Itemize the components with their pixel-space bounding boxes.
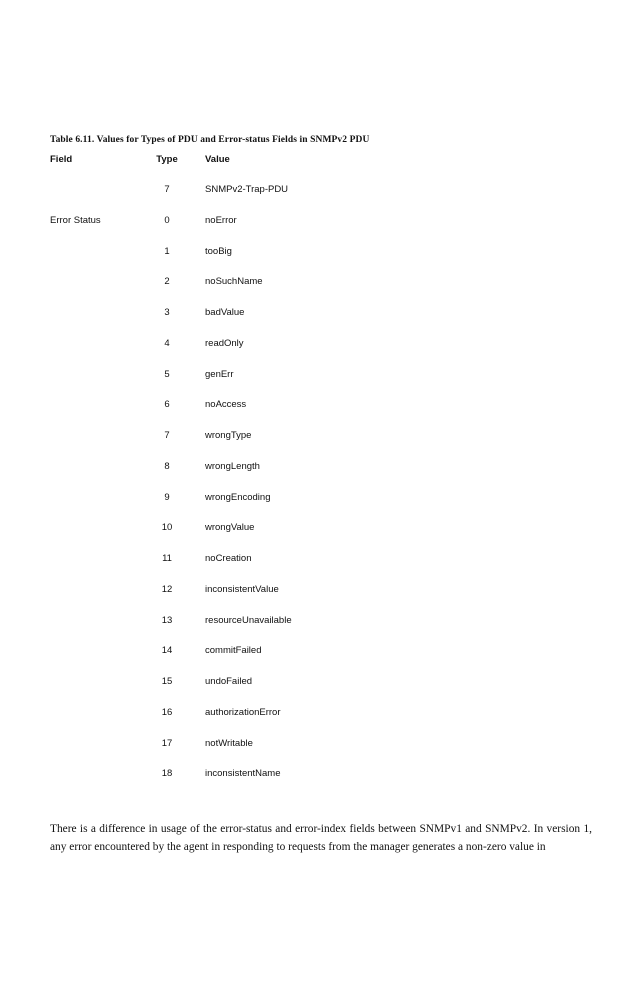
row-value: inconsistentValue [205, 584, 279, 595]
header-value: Value [205, 154, 230, 165]
body-paragraph: There is a difference in usage of the error-status and error-index fields between SNMPv1 and SNMPv2. In version 1, any error encountered by the agent in responding to requests from the manager generates a non-zero value in [50, 823, 592, 853]
row-type: 10 [161, 522, 173, 533]
row-value: resourceUnavailable [205, 615, 292, 626]
row-type: 15 [161, 676, 173, 687]
row-type: 12 [161, 584, 173, 595]
row-type: 4 [164, 338, 170, 349]
row-value: wrongValue [205, 522, 255, 533]
row-type: 18 [161, 768, 173, 779]
header-field: Field [50, 154, 73, 165]
row-value: tooBig [205, 246, 232, 257]
header-type: Type [156, 154, 178, 165]
row-value: wrongType [205, 430, 252, 441]
row-type: 16 [161, 707, 173, 718]
table-caption: Table 6.11. Values for Types of PDU and Error-status Fields in SNMPv2 PDU [50, 135, 370, 145]
row-value: noCreation [205, 553, 252, 564]
row-value: badValue [205, 307, 245, 318]
row-value: undoFailed [205, 676, 253, 687]
row-type: 1 [164, 246, 170, 257]
row-type: 3 [164, 307, 170, 318]
row-value: genErr [205, 369, 234, 380]
row-type: 2 [164, 276, 170, 287]
row-type: 13 [161, 615, 173, 626]
row-type: 5 [164, 369, 170, 380]
row-type: 9 [164, 492, 170, 503]
row-value: readOnly [205, 338, 244, 349]
row-value: authorizationError [205, 707, 281, 718]
row-type: 14 [161, 645, 173, 656]
row-value: noError [205, 215, 237, 226]
row-type: 7 [164, 430, 170, 441]
row-value: noAccess [205, 399, 247, 410]
row-value: wrongLength [205, 461, 260, 472]
row-type: 7 [164, 184, 170, 195]
row-type: 0 [164, 215, 170, 226]
row-type: 8 [164, 461, 170, 472]
row-value: commitFailed [205, 645, 262, 656]
row-field: Error Status [50, 215, 101, 226]
row-type: 6 [164, 399, 170, 410]
row-value: noSuchName [205, 276, 263, 287]
row-value: notWritable [205, 738, 253, 749]
row-value: SNMPv2-Trap-PDU [205, 184, 289, 195]
row-type: 11 [162, 553, 172, 564]
row-value: wrongEncoding [205, 492, 271, 503]
row-type: 17 [161, 738, 173, 749]
row-value: inconsistentName [205, 768, 281, 779]
